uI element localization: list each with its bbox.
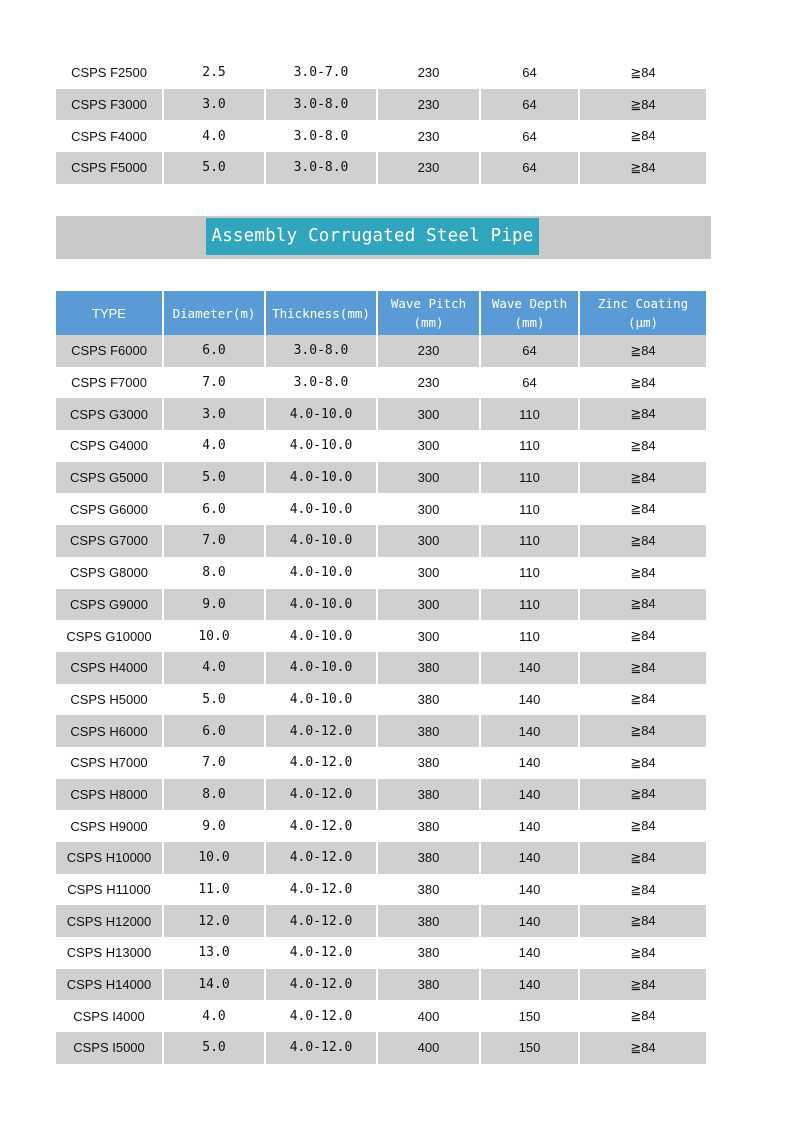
cell-type: CSPS G4000 xyxy=(69,438,149,454)
assembly-spec-table-body xyxy=(56,335,706,1064)
cell-diameter: 6.0 xyxy=(164,715,264,747)
table-row xyxy=(56,937,706,969)
cell-zinc-coating: ≧84 xyxy=(580,779,706,811)
cell-wave-pitch: 300 xyxy=(378,398,479,430)
cell-thickness: 4.0-12.0 xyxy=(266,842,376,874)
cell-wave-depth: 110 xyxy=(481,589,578,621)
table-row xyxy=(56,152,706,184)
cell-zinc-coating: ≧84 xyxy=(580,152,706,184)
cell-diameter: 11.0 xyxy=(198,882,230,898)
cell-diameter: 8.0 xyxy=(164,779,264,811)
cell-zinc-coating: ≧84 xyxy=(580,715,706,747)
cell-diameter: 9.0 xyxy=(202,818,226,834)
cell-thickness: 4.0-10.0 xyxy=(289,438,353,454)
cell-wave-depth: 150 xyxy=(518,1008,541,1024)
cell-thickness: 4.0-12.0 xyxy=(289,818,353,834)
table-row xyxy=(56,335,706,367)
cell-wave-depth: 140 xyxy=(518,882,541,898)
cell-wave-pitch: 300 xyxy=(417,438,440,454)
cell-type: CSPS H4000 xyxy=(56,652,162,684)
cell-zinc-coating: ≧84 xyxy=(630,374,656,390)
cell-wave-depth: 140 xyxy=(481,779,578,811)
cell-diameter: 4.0 xyxy=(202,1008,226,1024)
cell-wave-depth: 140 xyxy=(518,755,541,771)
cell-zinc-coating: ≧84 xyxy=(580,969,706,1001)
cell-zinc-coating: ≧84 xyxy=(580,525,706,557)
cell-diameter: 7.0 xyxy=(164,525,264,557)
cell-wave-pitch: 230 xyxy=(417,375,440,391)
cell-type: CSPS H11000 xyxy=(67,882,151,898)
table-row xyxy=(56,684,706,716)
cell-type: CSPS H14000 xyxy=(56,969,162,1001)
cell-wave-pitch: 300 xyxy=(378,589,479,621)
table-row xyxy=(56,779,706,811)
cell-thickness: 4.0-10.0 xyxy=(289,501,353,517)
cell-zinc-coating: ≧84 xyxy=(580,89,706,121)
header-wave-pitch-unit: (mm) xyxy=(413,315,444,330)
cell-type: CSPS G5000 xyxy=(56,462,162,494)
cell-thickness: 4.0-10.0 xyxy=(289,691,353,707)
header-wave-depth-label: Wave Depth xyxy=(491,296,568,311)
cell-wave-depth: 64 xyxy=(481,152,578,184)
header-type: TYPE xyxy=(56,291,162,335)
cell-wave-pitch: 300 xyxy=(417,501,440,517)
cell-wave-pitch: 300 xyxy=(417,565,440,581)
cell-zinc-coating: ≧84 xyxy=(580,905,706,937)
cell-zinc-coating: ≧84 xyxy=(630,128,656,144)
cell-thickness: 4.0-10.0 xyxy=(266,462,376,494)
cell-wave-depth: 64 xyxy=(522,65,537,81)
cell-wave-depth: 140 xyxy=(481,969,578,1001)
cell-wave-pitch: 380 xyxy=(417,818,440,834)
cell-wave-pitch: 300 xyxy=(378,525,479,557)
cell-diameter: 5.0 xyxy=(202,691,226,707)
cell-wave-depth: 110 xyxy=(519,438,540,454)
cell-thickness: 4.0-12.0 xyxy=(289,882,353,898)
cell-zinc-coating: ≧84 xyxy=(630,818,656,834)
header-diameter: Diameter(m) xyxy=(164,291,264,335)
cell-thickness: 4.0-12.0 xyxy=(289,945,353,961)
cell-diameter: 2.5 xyxy=(202,65,226,81)
cell-wave-depth: 140 xyxy=(518,691,541,707)
cell-diameter: 3.0 xyxy=(164,398,264,430)
table-row xyxy=(56,398,706,430)
cell-wave-pitch: 300 xyxy=(378,462,479,494)
header-zinc-coating xyxy=(580,291,706,335)
cell-diameter: 5.0 xyxy=(164,152,264,184)
cell-thickness: 4.0-10.0 xyxy=(266,398,376,430)
cell-type: CSPS H8000 xyxy=(56,779,162,811)
cell-wave-pitch: 230 xyxy=(417,128,440,144)
cell-diameter: 10.0 xyxy=(198,628,230,644)
table-row xyxy=(56,652,706,684)
cell-type: CSPS G8000 xyxy=(69,565,149,581)
table-row xyxy=(56,525,706,557)
cell-wave-depth: 140 xyxy=(518,945,541,961)
cell-thickness: 4.0-12.0 xyxy=(266,779,376,811)
header-zinc-coating-label: Zinc Coating xyxy=(597,296,689,311)
cell-type: CSPS I4000 xyxy=(73,1008,145,1024)
cell-type: CSPS F3000 xyxy=(56,89,162,121)
cell-wave-pitch: 380 xyxy=(417,755,440,771)
cell-type: CSPS H10000 xyxy=(56,842,162,874)
cell-type: CSPS H13000 xyxy=(66,945,152,961)
cell-type: CSPS G10000 xyxy=(66,628,152,644)
table-row xyxy=(56,1000,706,1032)
cell-thickness: 4.0-12.0 xyxy=(266,969,376,1001)
cell-type: CSPS H9000 xyxy=(70,818,148,834)
cell-thickness: 3.0-8.0 xyxy=(266,152,376,184)
cell-wave-depth: 110 xyxy=(519,628,540,644)
top-spec-table-body xyxy=(56,57,706,184)
cell-zinc-coating: ≧84 xyxy=(580,652,706,684)
cell-zinc-coating: ≧84 xyxy=(580,462,706,494)
cell-wave-depth: 110 xyxy=(519,501,540,517)
cell-diameter: 14.0 xyxy=(164,969,264,1001)
cell-wave-pitch: 230 xyxy=(378,335,479,367)
cell-wave-pitch: 300 xyxy=(417,628,440,644)
cell-wave-depth: 140 xyxy=(518,818,541,834)
cell-zinc-coating: ≧84 xyxy=(580,335,706,367)
cell-wave-pitch: 380 xyxy=(378,842,479,874)
cell-type: CSPS I5000 xyxy=(56,1032,162,1064)
table-row xyxy=(56,1032,706,1064)
cell-wave-depth: 64 xyxy=(481,335,578,367)
table-row xyxy=(56,430,706,462)
cell-type: CSPS H7000 xyxy=(70,755,148,771)
table-row xyxy=(56,120,706,152)
cell-wave-pitch: 380 xyxy=(378,779,479,811)
cell-zinc-coating: ≧84 xyxy=(630,501,656,517)
cell-zinc-coating: ≧84 xyxy=(630,881,656,897)
table-row xyxy=(56,57,706,89)
cell-zinc-coating: ≧84 xyxy=(580,842,706,874)
cell-wave-depth: 64 xyxy=(522,375,537,391)
cell-diameter: 3.0 xyxy=(164,89,264,121)
cell-diameter: 9.0 xyxy=(164,589,264,621)
cell-type: CSPS G7000 xyxy=(56,525,162,557)
header-zinc-coating-unit: (μm) xyxy=(627,315,659,330)
cell-wave-pitch: 380 xyxy=(378,969,479,1001)
cell-type: CSPS H12000 xyxy=(56,905,162,937)
cell-wave-depth: 150 xyxy=(481,1032,578,1064)
cell-zinc-coating: ≧84 xyxy=(630,691,656,707)
cell-wave-depth: 110 xyxy=(481,525,578,557)
cell-wave-pitch: 380 xyxy=(378,905,479,937)
table-row xyxy=(56,874,706,906)
cell-thickness: 4.0-10.0 xyxy=(289,628,353,644)
cell-zinc-coating: ≧84 xyxy=(580,398,706,430)
cell-wave-depth: 110 xyxy=(481,462,578,494)
cell-wave-pitch: 400 xyxy=(417,1008,440,1024)
cell-thickness: 4.0-12.0 xyxy=(266,905,376,937)
table-row xyxy=(56,905,706,937)
table-row xyxy=(56,715,706,747)
cell-diameter: 5.0 xyxy=(164,462,264,494)
cell-thickness: 4.0-10.0 xyxy=(266,589,376,621)
cell-type: CSPS F4000 xyxy=(71,128,147,144)
cell-zinc-coating: ≧84 xyxy=(580,1032,706,1064)
table-row xyxy=(56,493,706,525)
cell-wave-pitch: 230 xyxy=(378,152,479,184)
cell-diameter: 4.0 xyxy=(202,128,226,144)
cell-wave-pitch: 230 xyxy=(378,89,479,121)
assembly-spec-table xyxy=(54,291,708,1064)
cell-type: CSPS F7000 xyxy=(71,375,147,391)
cell-wave-pitch: 400 xyxy=(378,1032,479,1064)
cell-thickness: 4.0-10.0 xyxy=(266,525,376,557)
cell-type: CSPS G9000 xyxy=(56,589,162,621)
table-header xyxy=(56,291,706,335)
cell-thickness: 4.0-12.0 xyxy=(289,755,353,771)
cell-type: CSPS H5000 xyxy=(70,691,148,707)
cell-diameter: 4.0 xyxy=(202,438,226,454)
cell-wave-depth: 110 xyxy=(481,398,578,430)
top-spec-table xyxy=(54,57,708,184)
cell-zinc-coating: ≧84 xyxy=(630,64,656,80)
table-row xyxy=(56,620,706,652)
cell-zinc-coating: ≧84 xyxy=(630,564,656,580)
cell-wave-pitch: 380 xyxy=(417,691,440,707)
cell-wave-pitch: 230 xyxy=(417,65,440,81)
table-row xyxy=(56,367,706,399)
table-row xyxy=(56,89,706,121)
cell-zinc-coating: ≧84 xyxy=(630,437,656,453)
cell-wave-depth: 64 xyxy=(481,89,578,121)
table-row xyxy=(56,810,706,842)
cell-diameter: 7.0 xyxy=(202,755,226,771)
cell-wave-depth: 110 xyxy=(519,565,540,581)
header-wave-pitch xyxy=(378,291,479,335)
cell-wave-depth: 140 xyxy=(481,842,578,874)
cell-thickness: 4.0-12.0 xyxy=(289,1008,353,1024)
cell-thickness: 3.0-8.0 xyxy=(266,335,376,367)
cell-diameter: 12.0 xyxy=(164,905,264,937)
cell-thickness: 4.0-10.0 xyxy=(289,565,353,581)
header-wave-depth xyxy=(481,291,578,335)
cell-wave-pitch: 380 xyxy=(417,882,440,898)
cell-zinc-coating: ≧84 xyxy=(630,628,656,644)
cell-diameter: 13.0 xyxy=(198,945,230,961)
header-thickness: Thickness(mm) xyxy=(266,291,376,335)
cell-zinc-coating: ≧84 xyxy=(630,944,656,960)
cell-type: CSPS F2500 xyxy=(71,65,147,81)
cell-wave-depth: 140 xyxy=(481,652,578,684)
cell-wave-depth: 140 xyxy=(481,905,578,937)
cell-diameter: 10.0 xyxy=(164,842,264,874)
header-row xyxy=(56,291,706,335)
cell-type: CSPS F6000 xyxy=(56,335,162,367)
cell-thickness: 4.0-10.0 xyxy=(266,652,376,684)
cell-wave-depth: 64 xyxy=(522,128,537,144)
table-row xyxy=(56,589,706,621)
table-row xyxy=(56,462,706,494)
cell-diameter: 8.0 xyxy=(202,565,226,581)
cell-diameter: 7.0 xyxy=(202,375,226,391)
cell-thickness: 3.0-7.0 xyxy=(293,65,349,81)
cell-diameter: 5.0 xyxy=(164,1032,264,1064)
cell-type: CSPS G3000 xyxy=(56,398,162,430)
cell-thickness: 3.0-8.0 xyxy=(293,128,349,144)
cell-wave-pitch: 380 xyxy=(378,652,479,684)
cell-wave-pitch: 380 xyxy=(417,945,440,961)
cell-zinc-coating: ≧84 xyxy=(580,589,706,621)
cell-type: CSPS F5000 xyxy=(56,152,162,184)
cell-thickness: 3.0-8.0 xyxy=(293,375,349,391)
cell-diameter: 4.0 xyxy=(164,652,264,684)
cell-wave-depth: 140 xyxy=(481,715,578,747)
table-row xyxy=(56,557,706,589)
cell-diameter: 6.0 xyxy=(202,501,226,517)
header-wave-pitch-label: Wave Pitch xyxy=(390,296,467,311)
cell-diameter: 6.0 xyxy=(164,335,264,367)
cell-thickness: 3.0-8.0 xyxy=(266,89,376,121)
table-row xyxy=(56,969,706,1001)
table-row xyxy=(56,747,706,779)
cell-type: CSPS H6000 xyxy=(56,715,162,747)
section-title: Assembly Corrugated Steel Pipe xyxy=(206,218,539,255)
cell-zinc-coating: ≧84 xyxy=(630,1008,656,1024)
cell-thickness: 4.0-12.0 xyxy=(266,715,376,747)
cell-wave-pitch: 380 xyxy=(378,715,479,747)
cell-thickness: 4.0-12.0 xyxy=(266,1032,376,1064)
cell-type: CSPS G6000 xyxy=(69,501,149,517)
table-row xyxy=(56,842,706,874)
header-wave-depth-unit: (mm) xyxy=(514,315,545,330)
cell-zinc-coating: ≧84 xyxy=(630,754,656,770)
